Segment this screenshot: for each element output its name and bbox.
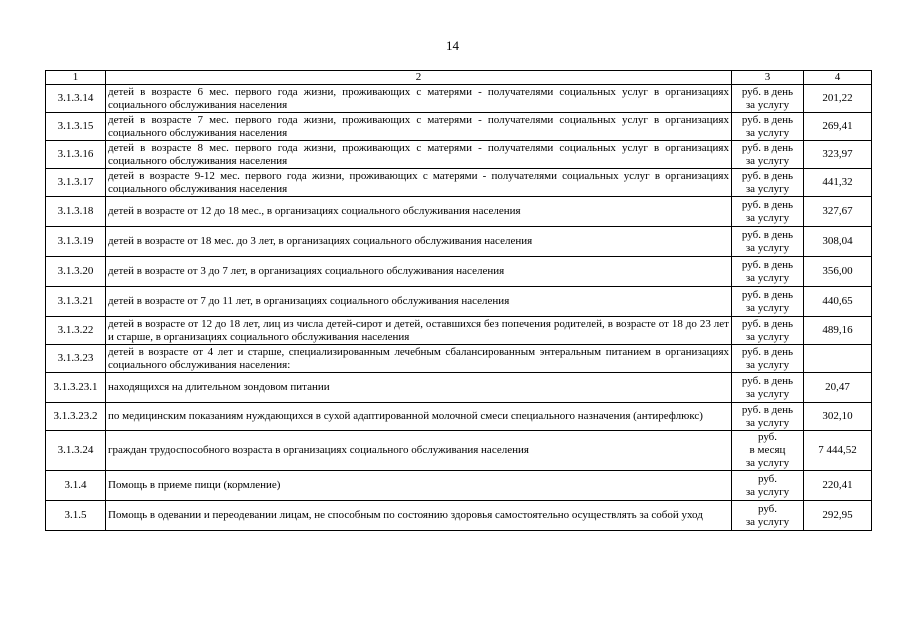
service-code: 3.1.3.18 — [46, 197, 106, 227]
unit-line: за услугу — [745, 485, 790, 498]
unit-line: за услугу — [745, 387, 790, 400]
service-code: 3.1.4 — [46, 471, 106, 501]
column-header: 3 — [732, 71, 804, 85]
unit-line: за услугу — [745, 416, 790, 429]
unit-cell — [732, 431, 804, 471]
service-code: 3.1.3.14 — [46, 85, 106, 113]
unit-line: руб. в день — [741, 169, 794, 182]
price-cell: 269,41 — [804, 113, 872, 141]
price-cell: 7 444,52 — [804, 431, 872, 471]
price-cell: 356,00 — [804, 257, 872, 287]
service-description: детей в возрасте от 4 лет и старше, специализированным лечебным сбалансированным энтеральным питанием в организациях социального обслуживания населения: — [106, 345, 732, 373]
service-description: детей в возрасте 6 мес. первого года жизни, проживающих с матерями - получателями социальных услуг в организациях социального обслуживания населения — [106, 85, 732, 113]
unit-cell — [732, 257, 804, 287]
table-header-row — [46, 71, 872, 85]
table-row — [46, 431, 872, 471]
unit-line: за услугу — [745, 126, 790, 139]
unit-line: руб. в день — [741, 85, 794, 98]
service-description: детей в возрасте от 12 до 18 лет, лиц из числа детей-сирот и детей, оставшихся без попечения родителей, в возрасте от 18 до 23 лет и старше, в организациях социального обслуживания населения — [106, 317, 732, 345]
service-code: 3.1.3.20 — [46, 257, 106, 287]
price-cell: 220,41 — [804, 471, 872, 501]
table-row — [46, 113, 872, 141]
unit-line: руб. в день — [741, 113, 794, 126]
service-description: детей в возрасте от 12 до 18 мес., в организациях социального обслуживания населения — [106, 197, 732, 227]
table-row — [46, 471, 872, 501]
column-header: 4 — [804, 71, 872, 85]
price-cell: 201,22 — [804, 85, 872, 113]
price-cell: 489,16 — [804, 317, 872, 345]
unit-line: руб. — [757, 431, 778, 443]
service-description: находящихся на длительном зондовом питании — [106, 373, 732, 403]
service-description: детей в возрасте от 3 до 7 лет, в организациях социального обслуживания населения — [106, 257, 732, 287]
table-row — [46, 197, 872, 227]
price-cell: 327,67 — [804, 197, 872, 227]
unit-line: в месяц — [749, 444, 786, 456]
service-description: граждан трудоспособного возраста в организациях социального обслуживания населения — [106, 431, 732, 471]
unit-cell — [732, 169, 804, 197]
unit-cell — [732, 471, 804, 501]
service-code: 3.1.3.23.1 — [46, 373, 106, 403]
service-code: 3.1.3.16 — [46, 141, 106, 169]
table-row — [46, 169, 872, 197]
service-code: 3.1.5 — [46, 501, 106, 531]
table-row — [46, 317, 872, 345]
unit-line: за услугу — [745, 211, 790, 224]
price-cell — [804, 345, 872, 373]
column-header: 2 — [106, 71, 732, 85]
unit-line: руб. в день — [741, 317, 794, 330]
unit-line: руб. в день — [741, 374, 794, 387]
service-code: 3.1.3.21 — [46, 287, 106, 317]
page-number: 14 — [446, 38, 459, 53]
unit-line: за услугу — [745, 271, 790, 284]
service-code: 3.1.3.22 — [46, 317, 106, 345]
table-row — [46, 403, 872, 431]
service-description: по медицинским показаниям нуждающихся в сухой адаптированной молочной смеси специального назначения (антирефлюкс) — [106, 403, 732, 431]
unit-cell — [732, 85, 804, 113]
unit-line: руб. в день — [741, 288, 794, 301]
price-cell: 292,95 — [804, 501, 872, 531]
unit-cell — [732, 373, 804, 403]
unit-cell — [732, 197, 804, 227]
service-description: Помощь в приеме пищи (кормление) — [106, 471, 732, 501]
unit-line: за услугу — [745, 154, 790, 167]
service-description: детей в возрасте 7 мес. первого года жизни, проживающих с матерями - получателями социальных услуг в организациях социального обслуживания населения — [106, 113, 732, 141]
service-code: 3.1.3.19 — [46, 227, 106, 257]
price-cell: 441,32 — [804, 169, 872, 197]
unit-line: руб. в день — [741, 141, 794, 154]
service-code: 3.1.3.15 — [46, 113, 106, 141]
tariff-table — [45, 70, 872, 531]
column-header: 1 — [46, 71, 106, 85]
unit-cell — [732, 113, 804, 141]
service-description: детей в возрасте от 18 мес. до 3 лет, в организациях социального обслуживания населения — [106, 227, 732, 257]
table-row — [46, 287, 872, 317]
table-row — [46, 85, 872, 113]
unit-line: руб. в день — [741, 228, 794, 241]
unit-line: за услугу — [745, 358, 790, 371]
unit-cell — [732, 141, 804, 169]
unit-cell — [732, 227, 804, 257]
unit-cell — [732, 345, 804, 373]
service-description: детей в возрасте 8 мес. первого года жизни, проживающих с матерями - получателями социальных услуг в организациях социального обслуживания населения — [106, 141, 732, 169]
service-code: 3.1.3.17 — [46, 169, 106, 197]
unit-cell — [732, 403, 804, 431]
service-description: детей в возрасте 9-12 мес. первого года жизни, проживающих с матерями - получателями социальных услуг в организациях социального обслуживания населения — [106, 169, 732, 197]
unit-line: за услугу — [745, 515, 790, 528]
price-cell: 308,04 — [804, 227, 872, 257]
service-code: 3.1.3.23 — [46, 345, 106, 373]
table-row — [46, 227, 872, 257]
unit-line: за услугу — [745, 301, 790, 314]
price-cell: 440,65 — [804, 287, 872, 317]
unit-cell — [732, 287, 804, 317]
unit-cell — [732, 317, 804, 345]
unit-line: руб. в день — [741, 403, 794, 416]
unit-line: за услугу — [745, 98, 790, 111]
unit-line: за услугу — [745, 241, 790, 254]
unit-line: руб. — [757, 502, 778, 515]
price-cell: 20,47 — [804, 373, 872, 403]
unit-line: руб. в день — [741, 345, 794, 358]
table-row — [46, 257, 872, 287]
table-row — [46, 141, 872, 169]
unit-line: за услугу — [745, 182, 790, 195]
unit-line: руб. в день — [741, 198, 794, 211]
table-row — [46, 373, 872, 403]
service-code: 3.1.3.23.2 — [46, 403, 106, 431]
service-code: 3.1.3.24 — [46, 431, 106, 471]
price-cell: 302,10 — [804, 403, 872, 431]
unit-line: руб. — [757, 472, 778, 485]
unit-cell — [732, 501, 804, 531]
service-description: Помощь в одевании и переодевании лицам, не способным по состоянию здоровья самостоятельно осуществлять за собой уход — [106, 501, 732, 531]
table-row — [46, 501, 872, 531]
price-cell: 323,97 — [804, 141, 872, 169]
table-row — [46, 345, 872, 373]
unit-line: за услугу — [745, 457, 790, 469]
unit-line: за услугу — [745, 330, 790, 343]
unit-line: руб. в день — [741, 258, 794, 271]
service-description: детей в возрасте от 7 до 11 лет, в организациях социального обслуживания населения — [106, 287, 732, 317]
